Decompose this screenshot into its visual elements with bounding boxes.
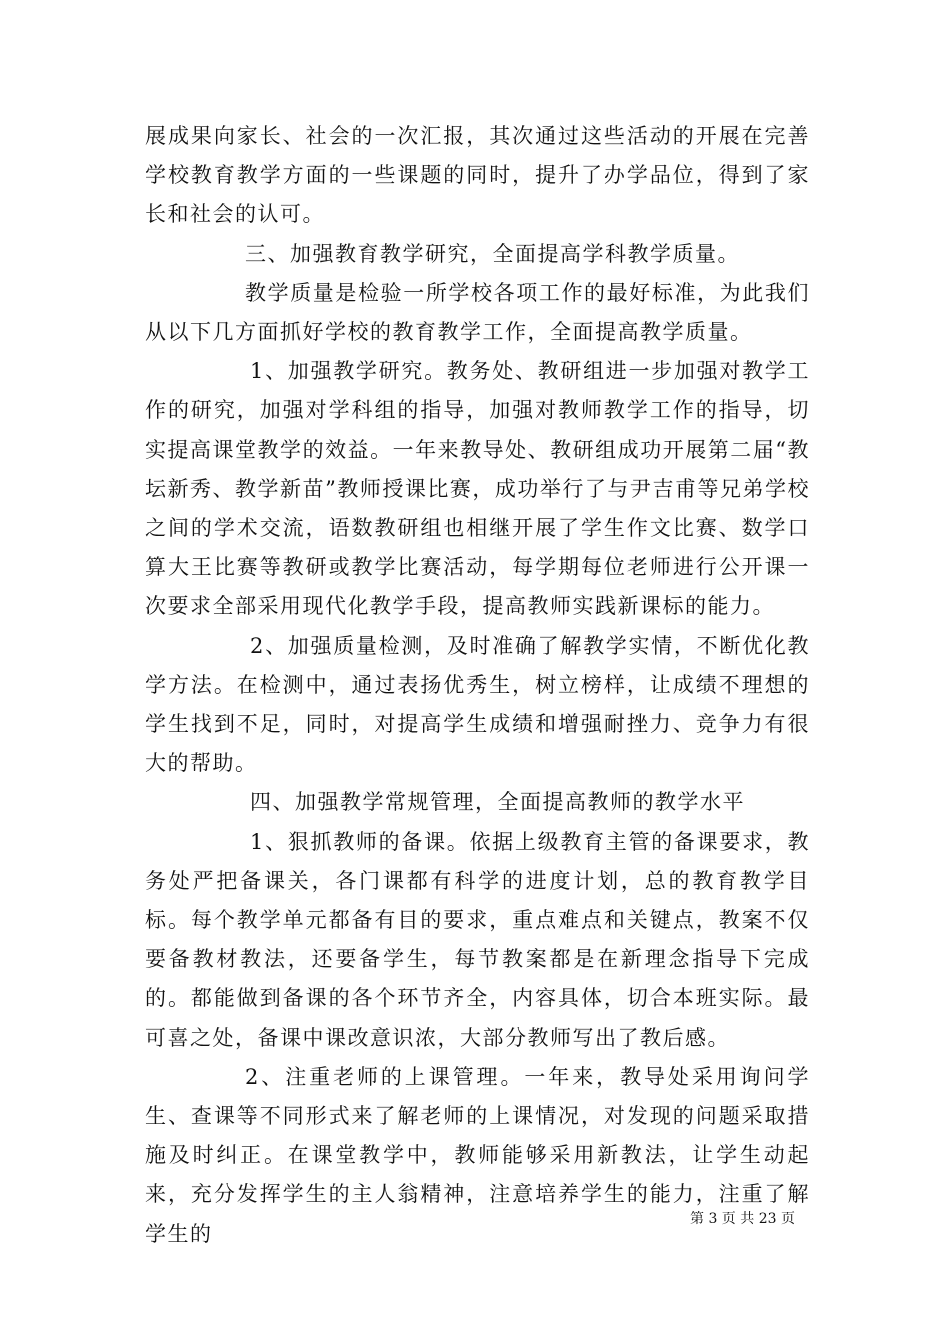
paragraph-item-research: 1、加强教学研究。教务处、教研组进一步加强对教学工作的研究，加强对学科组的指导，加强对教师教学工作的指导，切实提高课堂教学的效益。一年来教导处、教研组成功开展第二届“教坛新秀、教学新苗”教师授课比赛，成功举行了与尹吉甫等兄弟学校之间的学术交流，语数教研组也相继开展了学生作文比赛、数学口算大王比赛等教研或教学比赛活动，每学期每位老师进行公开课一次要求全部采用现代化教学手段，提高教师实践新课标的能力。 bbox=[145, 359, 810, 619]
paragraph-continuation: 展成果向家长、社会的一次汇报，其次通过这些活动的开展在完善学校教育教学方面的一些课题的同时，提升了办学品位，得到了家长和社会的认可。 bbox=[145, 124, 810, 227]
section-heading-3: 三、加强教育教学研究，全面提高学科教学质量。 bbox=[245, 241, 740, 266]
page-number: 第 3 页 共 23 页 bbox=[690, 1211, 795, 1227]
paragraph-item-quality: 2、加强质量检测，及时准确了解教学实情，不断优化教学方法。在检测中，通过表扬优秀生，树立榜样，让成绩不理想的学生找到不足，同时，对提高学生成绩和增强耐挫力、竞争力有很大的帮助。 bbox=[145, 633, 810, 776]
paragraph-intro: 教学质量是检验一所学校各项工作的最好标准，为此我们从以下几方面抓好学校的教育教学工作，全面提高教学质量。 bbox=[145, 280, 810, 345]
paragraph-item-lesson-prep: 1、狠抓教师的备课。依据上级教育主管的备课要求，教务处严把备课关，各门课都有科学的进度计划，总的教育教学目标。每个教学单元都备有目的要求，重点难点和关键点，教案不仅要备教材教法，还要备学生，每节教案都是在新理念指导下完成的。都能做到备课的各个环节齐全，内容具体，切合本班实际。最可喜之处，备课中课改意识浓，大部分教师写出了教后感。 bbox=[145, 829, 810, 1050]
section-heading-4: 四、加强教学常规管理，全面提高教师的教学水平 bbox=[250, 790, 745, 815]
paragraph-item-class-management: 2、注重老师的上课管理。一年来，教导处采用询问学生、查课等不同形式来了解老师的上课情况，对发现的问题采取措施及时纠正。在课堂教学中，教师能够采用新教法，让学生动起来，充分发挥学生的主人翁精神，注意培养学生的能力，注重了解学生的 bbox=[145, 1064, 810, 1246]
document-body bbox=[145, 117, 810, 1254]
